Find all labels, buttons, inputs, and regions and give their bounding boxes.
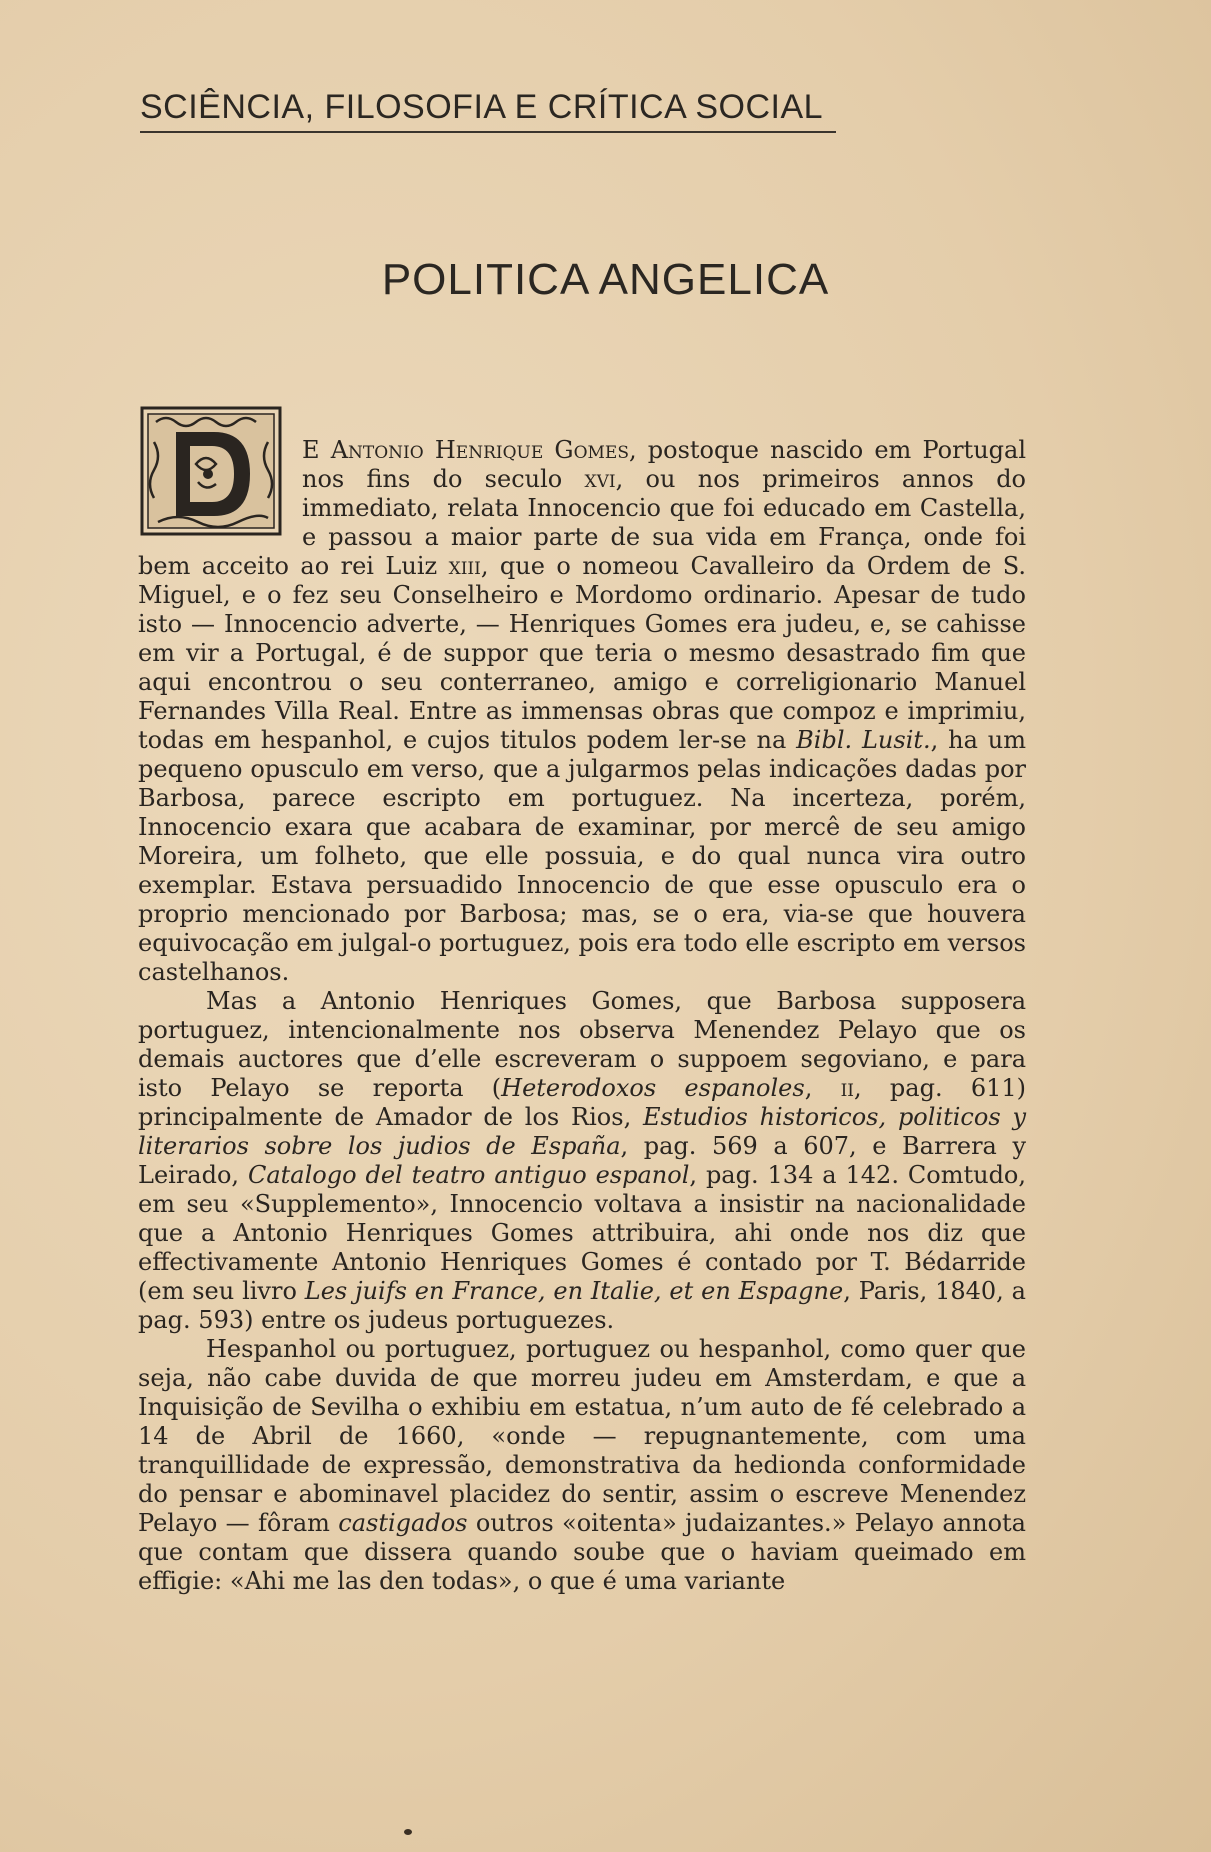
citation-title: Catalogo del teatro antiguo espanol: [247, 1161, 690, 1189]
ornamental-dropcap: [138, 402, 284, 538]
text-run: , ou nos primeiros annos do immediato, relata Innocencio que foi educado em Castella, e passou a maior parte de sua vida em França, onde foi bem acceito ao rei Luiz: [138, 465, 1027, 580]
article-body: [138, 436, 1026, 1596]
citation-title: Bibl. Lusit.: [796, 726, 931, 754]
text-run: , postoque nascido em Portugal nos fins do seculo: [302, 436, 1026, 493]
text-run: Hespanhol ou portuguez, portuguez ou hespanhol, como quer que seja, não cabe duvida de que morreu judeu em Amsterdam, e que a Inquisição de Sevilha o exhibiu em estatua, n’um auto de fé celebrado a 14 de Abril de 1660, «onde — repugnantemente, com uma tranquillidade de expressão, demonstrativa da hedionda conformidade do pensar e abominavel placidez do sentir, assim o escreve Menendez Pelayo — fôram: [138, 1335, 1026, 1537]
century-numeral: xvi: [584, 465, 616, 493]
ornamental-dropcap-d-icon: [138, 402, 284, 538]
king-numeral: xiii: [448, 552, 481, 580]
text-run: , pag. 611) principalmente de Amador de los Rios,: [138, 1074, 1026, 1131]
text-run: , ha um pequeno opusculo em verso, que a julgarmos pelas indicações dadas por Barbosa, parece escripto em portuguez. Na incerteza, porém, Innocencio exara que acabara de examinar, por mercê de seu amigo Moreira, um folheto, que elle possuia, e do qual nunca vira outro exemplar. Estava persuadido Innocencio de que esse opusculo era o proprio mencionado por Barbosa; mas, se o era, via-se que houvera equivocação em julgal-o portuguez, pois era todo elle escripto em versos castelhanos.: [138, 726, 1026, 986]
text-run: outros «oitenta» judaizantes.» Pelayo annota que contam que dissera quando soube que o haviam queimado em effigie: «Ahi me las den todas», o que é uma variante: [138, 1509, 1026, 1595]
paragraph-2: [138, 987, 1026, 1335]
text-run: , Paris, 1840, a pag. 593) entre os judeus portuguezes.: [138, 1277, 1026, 1334]
emphasis-word: castigados: [338, 1509, 468, 1537]
text-run: , pag. 569 a 607, e Barrera y Leirado,: [138, 1132, 1026, 1189]
text-run: ,: [804, 1074, 841, 1102]
ink-mark: [404, 1829, 412, 1835]
article-title: POLITICA ANGELICA: [381, 255, 830, 304]
text-run: , pag. 134 a 142. Comtudo, em seu «Supplemento», Innocencio voltava a insistir na nacionalidade que a Antonio Henriques Gomes attribuira, ahi onde nos diz que effectivamente Antonio Henriques Gomes é contado por T. Bédarride (em seu livro: [138, 1161, 1027, 1305]
citation-title: Heterodoxos espanoles: [501, 1074, 805, 1102]
volume-numeral: ii: [840, 1074, 855, 1102]
text-run: E: [302, 436, 331, 464]
paragraph-1: [138, 436, 1026, 987]
paragraph-3: [138, 1335, 1026, 1596]
author-name: Antonio Henrique Gomes: [330, 436, 629, 464]
section-header: SCIÊNCIA, FILOSOFIA E CRÍTICA SOCIAL: [140, 88, 836, 133]
text-run: Mas a Antonio Henriques Gomes, que Barbosa supposera portuguez, intencionalmente nos observa Menendez Pelayo que os demais auctores que d’elle escreveram o suppoem segoviano, e para isto Pelayo se reporta (: [138, 987, 1026, 1102]
citation-title: Les juifs en France, en Italie, et en Espagne: [304, 1277, 844, 1305]
text-run: , que o nomeou Cavalleiro da Ordem de S. Miguel, e o fez seu Conselheiro e Mordomo ordinario. Apesar de tudo isto — Innocencio adverte, — Henriques Gomes era judeu, e, se cahisse em vir a Portugal, é de suppor que teria o mesmo desastrado fim que aqui encontrou o seu conterraneo, amigo e correligionario Manuel Fernandes Villa Real. Entre as immensas obras que compoz e imprimiu, todas em hespanhol, e cujos titulos podem ler-se na: [138, 552, 1026, 754]
citation-title: Estudios historicos, politicos y literarios sobre los judios de España: [138, 1103, 1027, 1160]
